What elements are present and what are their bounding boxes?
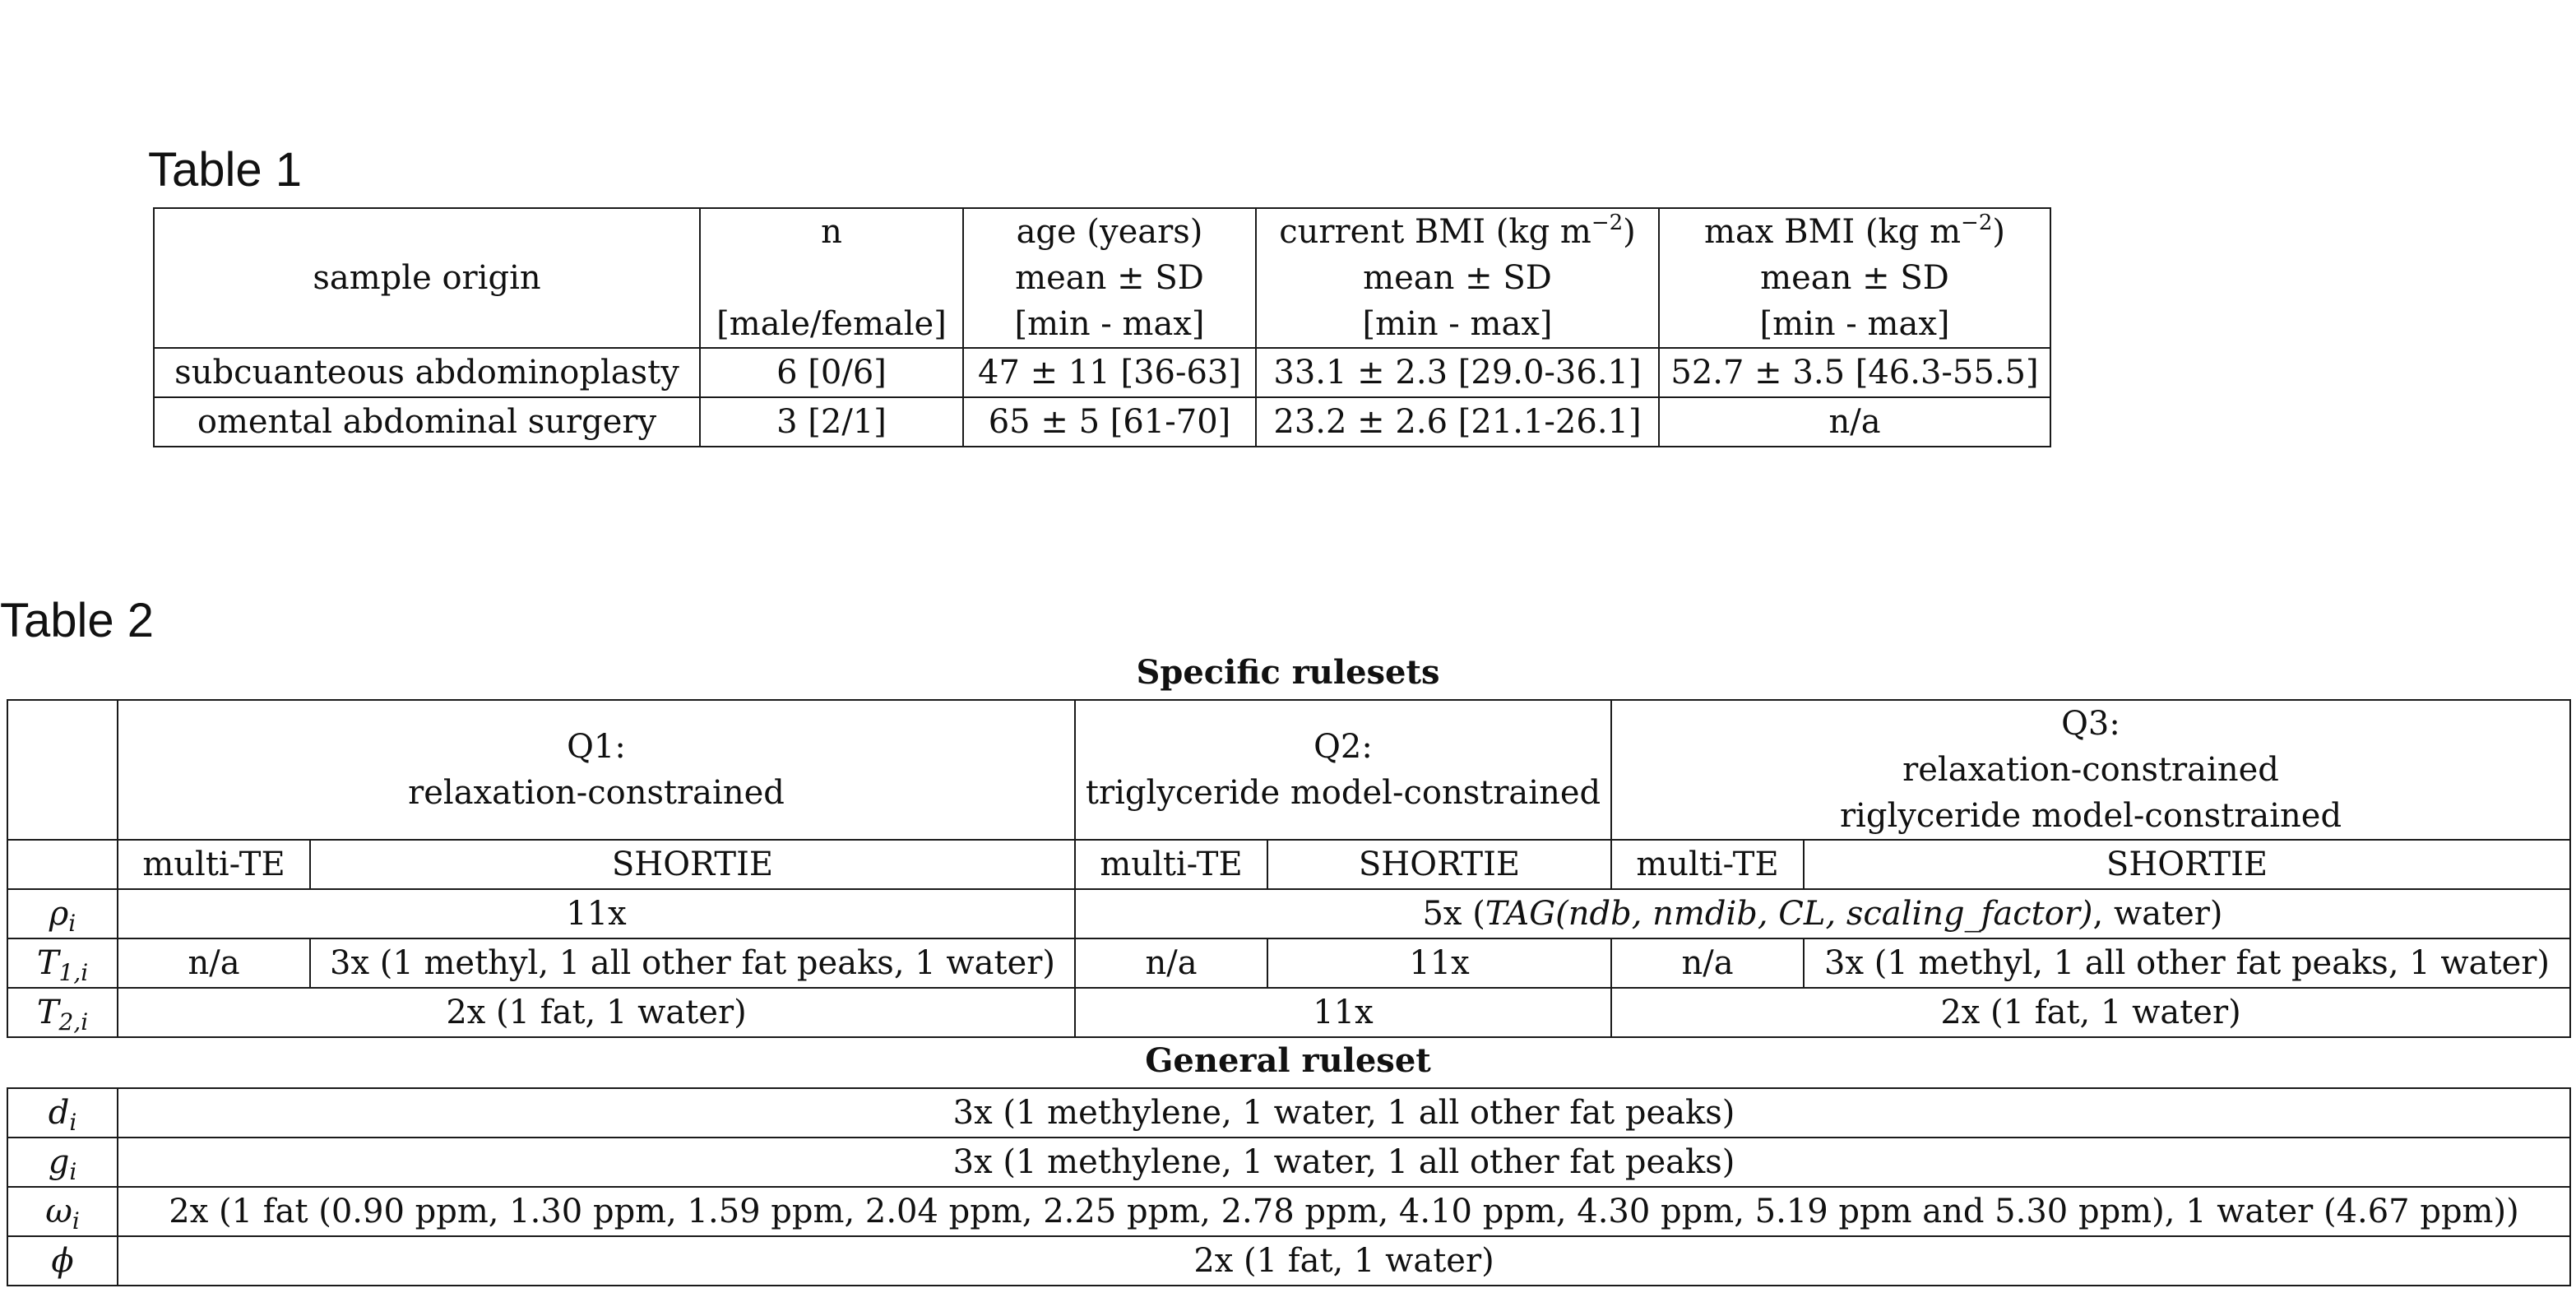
q3-header-line3: riglyceride model-constrained — [1839, 797, 2342, 835]
g-value: 3x (1 methylene, 1 water, 1 all other fat peaks) — [118, 1138, 2570, 1187]
table1 — [153, 207, 2051, 447]
phi-symbol-base: ϕ — [51, 1242, 74, 1280]
q1-multi-te-header: multi-TE — [118, 840, 310, 889]
cell-age: 65 ± 5 [61-70] — [963, 397, 1256, 447]
d-value: 3x (1 methylene, 1 water, 1 all other fat peaks) — [118, 1088, 2570, 1138]
cell-max-bmi: n/a — [1659, 397, 2050, 447]
header-n — [700, 208, 963, 348]
header-current-bmi-prefix: current BMI (kg m — [1279, 213, 1591, 251]
rho-q23-arguments: (ndb, nmdib, CL, scaling_factor) — [1555, 895, 2093, 933]
header-max-bmi-exponent: −2 — [1961, 211, 1993, 235]
phi-symbol — [7, 1236, 118, 1286]
t1-symbol-base: T — [36, 944, 59, 982]
header-age-line1: age (years) — [1016, 213, 1203, 251]
header-current-bmi-suffix: ) — [1623, 213, 1636, 251]
q2-shortie-header: SHORTIE — [1267, 840, 1611, 889]
d-symbol-subscript: i — [69, 1109, 77, 1136]
table-row — [7, 1138, 2570, 1187]
cell-n: 6 [0/6] — [700, 348, 963, 397]
d-symbol-base: d — [48, 1094, 70, 1132]
rho-q23-suffix: , water) — [2092, 895, 2223, 933]
omega-symbol-base: ω — [45, 1193, 72, 1230]
ruleset-header-row — [7, 700, 2570, 840]
header-max-bmi — [1659, 208, 2050, 348]
rho-symbol — [7, 889, 118, 938]
q3-shortie-header: SHORTIE — [1804, 840, 2570, 889]
table-row — [7, 1187, 2570, 1236]
header-current-bmi-line1 — [1257, 209, 1658, 255]
cell-n: 3 [2/1] — [700, 397, 963, 447]
t2-q2-value: 11x — [1075, 988, 1611, 1037]
specific-rulesets-title: Specific rulesets — [1136, 653, 1440, 692]
table1-header-row — [154, 208, 2050, 348]
header-n-line1: n — [821, 213, 842, 251]
header-current-bmi-line2: mean ± SD — [1363, 259, 1552, 297]
header-current-bmi-line3: [min - max] — [1362, 305, 1553, 343]
q3-header-line2: relaxation-constrained — [1902, 751, 2279, 789]
table2-specific-rulesets — [7, 699, 2571, 1038]
header-max-bmi-prefix: max BMI (kg m — [1704, 213, 1962, 251]
t1-q3-shortie: 3x (1 methyl, 1 all other fat peaks, 1 water) — [1804, 938, 2570, 988]
empty-subheader-cell — [7, 840, 118, 889]
t1-symbol-subscript: 1,i — [58, 959, 89, 986]
t1-symbol — [7, 938, 118, 988]
empty-corner-cell — [7, 700, 118, 840]
rho-q23-value — [1075, 889, 2570, 938]
header-age-line2: mean ± SD — [1015, 259, 1204, 297]
cell-origin: subcuanteous abdominoplasty — [154, 348, 700, 397]
q2-header-line1: Q2: — [1313, 728, 1373, 766]
header-current-bmi-exponent: −2 — [1591, 211, 1624, 235]
header-age — [963, 208, 1256, 348]
cell-age: 47 ± 11 [36-63] — [963, 348, 1256, 397]
q2-header-line2: triglyceride model-constrained — [1085, 774, 1601, 812]
q3-header-line1: Q3: — [2061, 705, 2120, 743]
rho-q23-prefix: 5x ( — [1422, 895, 1485, 933]
cell-current-bmi: 23.2 ± 2.6 [21.1-26.1] — [1256, 397, 1659, 447]
table-row — [154, 348, 2050, 397]
cell-max-bmi: 52.7 ± 3.5 [46.3-55.5] — [1659, 348, 2050, 397]
t2-q3-value: 2x (1 fat, 1 water) — [1611, 988, 2570, 1037]
header-n-line3: [male/female] — [716, 305, 947, 343]
g-symbol-base: g — [48, 1143, 70, 1181]
g-symbol — [7, 1138, 118, 1187]
header-current-bmi — [1256, 208, 1659, 348]
header-sample-origin: sample origin — [154, 208, 700, 348]
general-ruleset-title: General ruleset — [1145, 1041, 1431, 1080]
cell-origin: omental abdominal surgery — [154, 397, 700, 447]
omega-symbol — [7, 1187, 118, 1236]
table1-caption: Table 1 — [148, 143, 303, 197]
q2-multi-te-header: multi-TE — [1075, 840, 1267, 889]
t2-row — [7, 988, 2570, 1037]
q3-header — [1611, 700, 2570, 840]
cell-current-bmi: 33.1 ± 2.3 [29.0-36.1] — [1256, 348, 1659, 397]
q3-multi-te-header: multi-TE — [1611, 840, 1804, 889]
d-symbol — [7, 1088, 118, 1138]
q2-header — [1075, 700, 1611, 840]
header-max-bmi-line3: [min - max] — [1759, 305, 1950, 343]
t2-symbol-subscript: 2,i — [58, 1008, 89, 1036]
header-max-bmi-line1 — [1660, 209, 2050, 255]
header-max-bmi-line2: mean ± SD — [1760, 259, 1949, 297]
t2-q1-value: 2x (1 fat, 1 water) — [118, 988, 1075, 1037]
g-symbol-subscript: i — [69, 1158, 77, 1185]
phi-value: 2x (1 fat, 1 water) — [118, 1236, 2570, 1286]
table2-general-ruleset — [7, 1087, 2571, 1286]
header-max-bmi-suffix: ) — [1992, 213, 2005, 251]
header-age-line3: [min - max] — [1014, 305, 1205, 343]
table-row — [7, 1236, 2570, 1286]
t1-q2-shortie: 11x — [1267, 938, 1611, 988]
rho-q23-function: TAG — [1485, 895, 1556, 933]
rho-symbol-subscript: i — [68, 910, 76, 937]
header-n-spacer — [701, 255, 962, 301]
table2-caption: Table 2 — [0, 594, 155, 647]
omega-value: 2x (1 fat (0.90 ppm, 1.30 ppm, 1.59 ppm, 2.04 ppm, 2.25 ppm, 2.78 ppm, 4.10 ppm, 4.30 ppm, 5.19 ppm and 5.30 ppm), 1 water (4.67 ppm)) — [118, 1187, 2570, 1236]
table-row — [154, 397, 2050, 447]
t2-symbol — [7, 988, 118, 1037]
omega-symbol-subscript: i — [72, 1207, 80, 1235]
q1-header-line1: Q1: — [567, 728, 626, 766]
q1-header — [118, 700, 1075, 840]
t1-q1-multi-te: n/a — [118, 938, 310, 988]
q1-header-line2: relaxation-constrained — [408, 774, 785, 812]
t2-symbol-base: T — [36, 994, 59, 1031]
t1-q3-multi-te: n/a — [1611, 938, 1804, 988]
rho-q1-value: 11x — [118, 889, 1075, 938]
q1-shortie-header: SHORTIE — [310, 840, 1075, 889]
method-subheader-row — [7, 840, 2570, 889]
t1-row — [7, 938, 2570, 988]
rho-row — [7, 889, 2570, 938]
rho-symbol-base: ρ — [49, 895, 69, 933]
table-row — [7, 1088, 2570, 1138]
t1-q2-multi-te: n/a — [1075, 938, 1267, 988]
t1-q1-shortie: 3x (1 methyl, 1 all other fat peaks, 1 water) — [310, 938, 1075, 988]
